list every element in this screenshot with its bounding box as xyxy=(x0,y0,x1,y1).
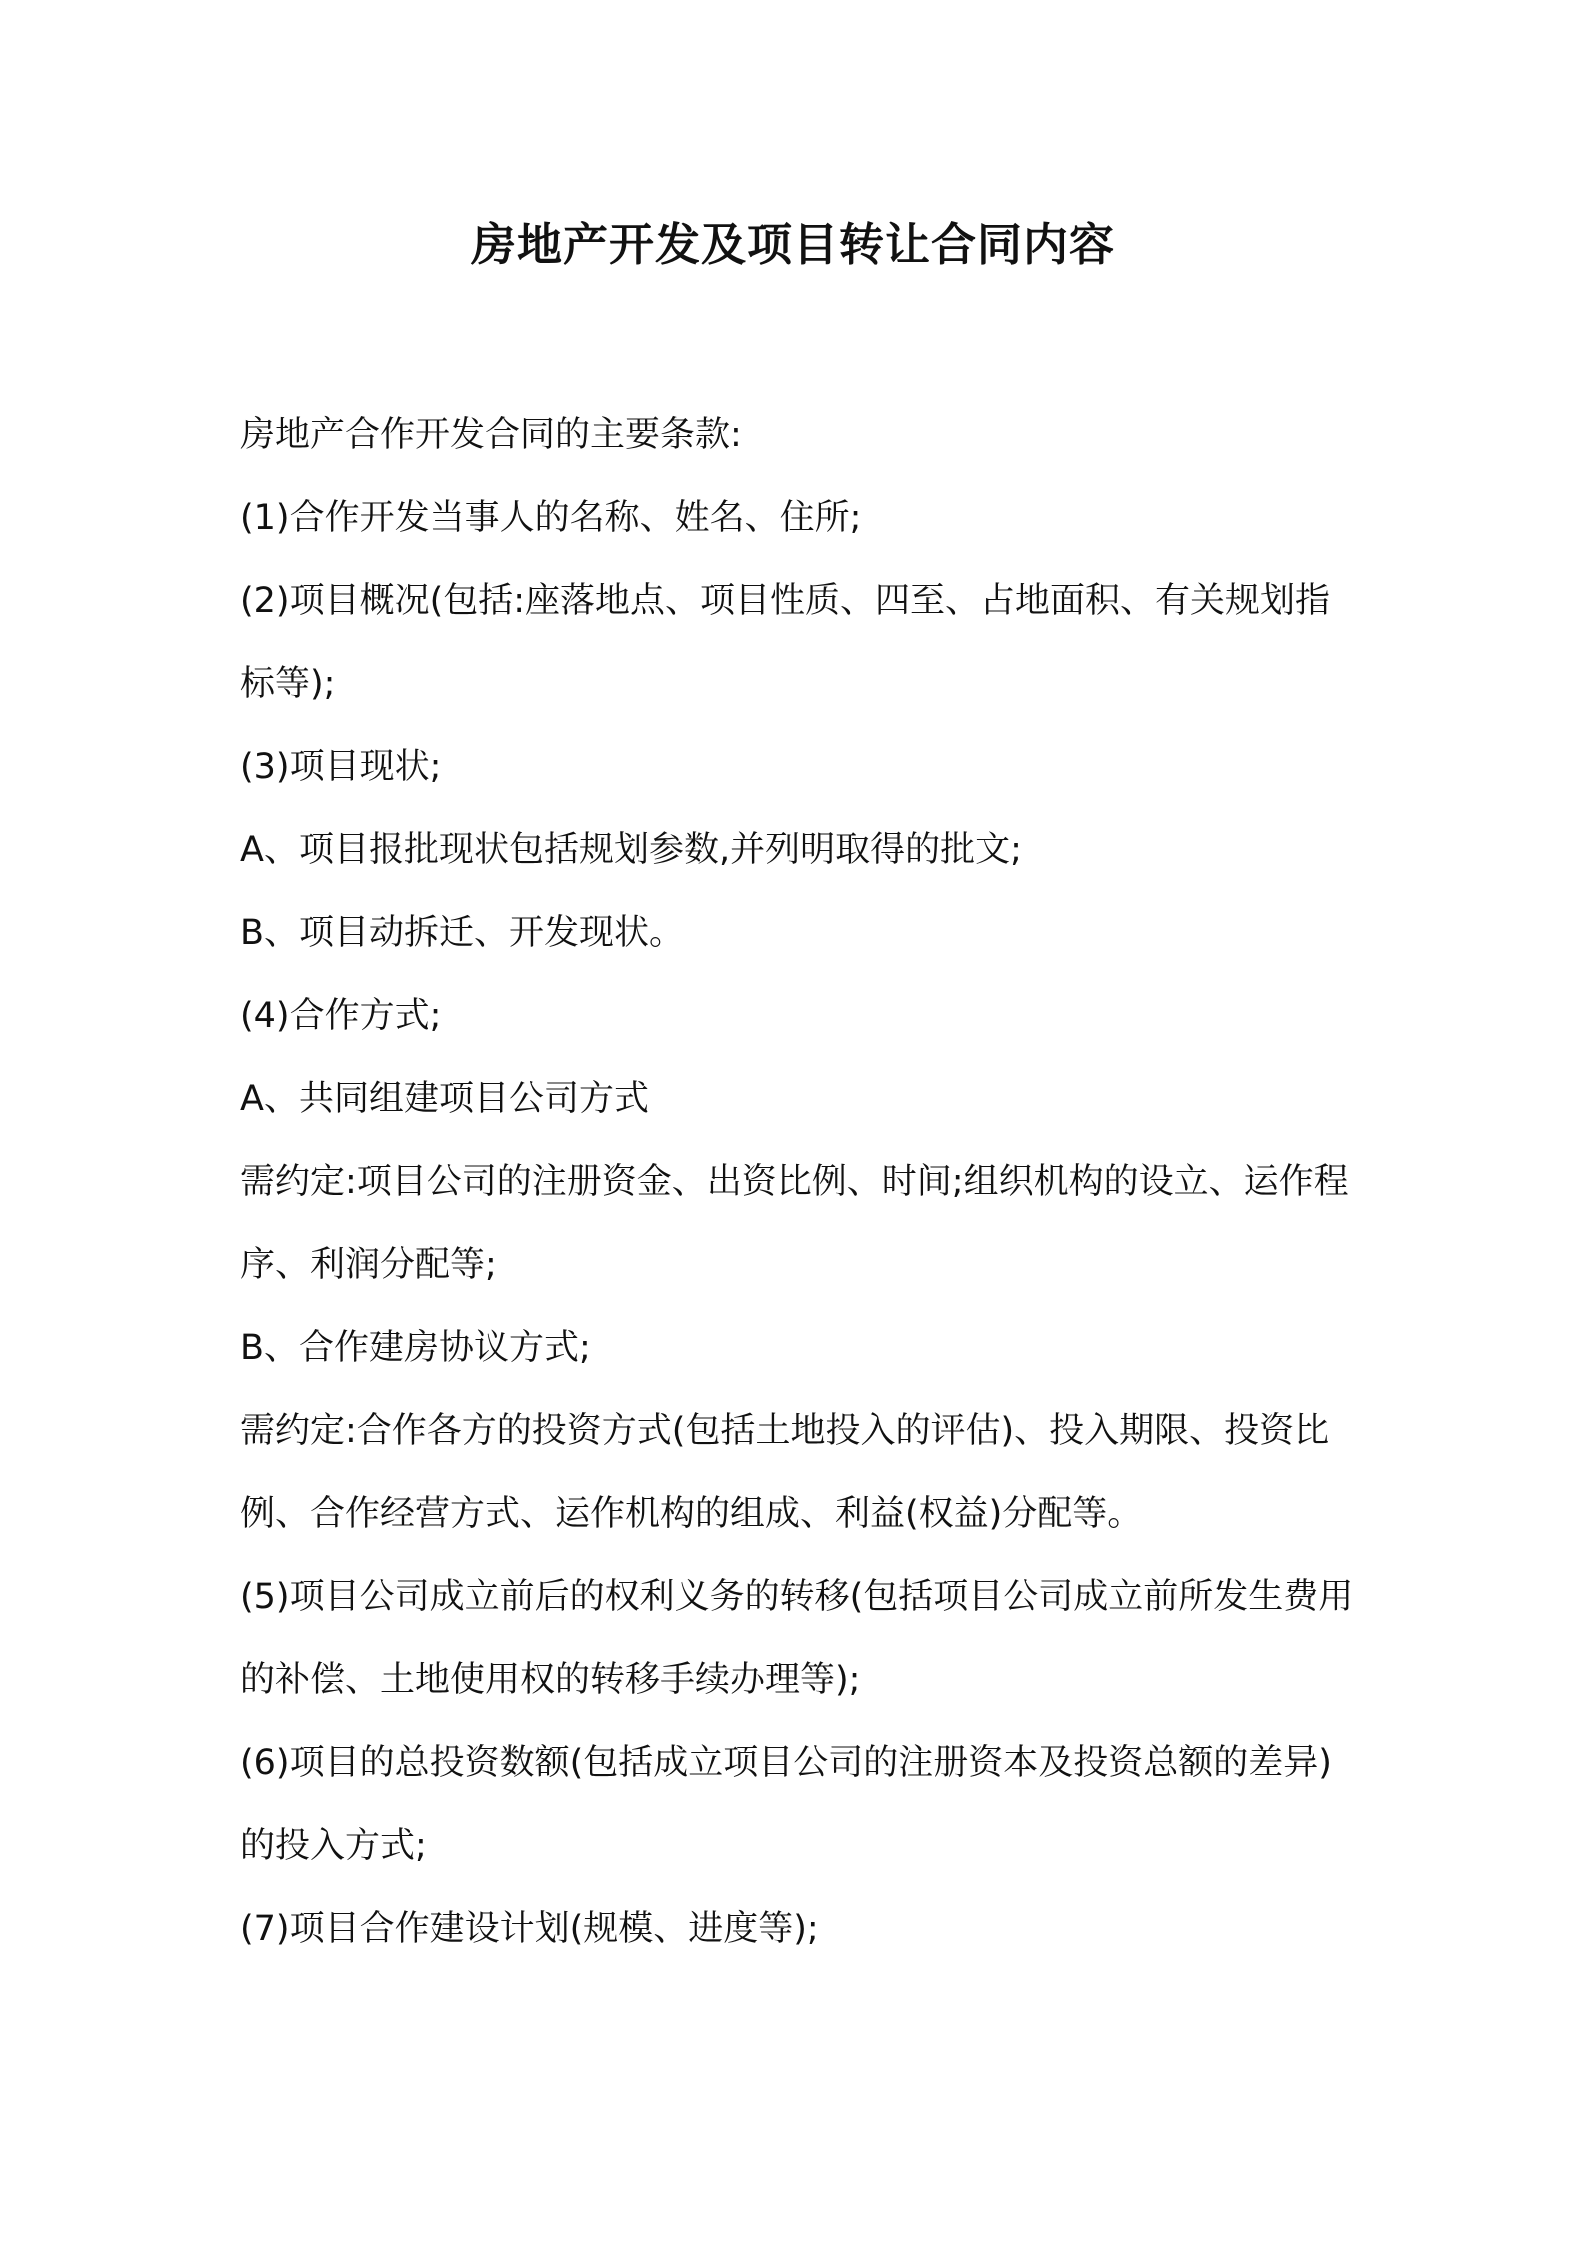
paragraph-clause-2: (2)项目概况(包括:座落地点、项目性质、四至、占地面积、有关规划指标等); xyxy=(240,581,1331,704)
paragraph-clause-4-a: A、共同组建项目公司方式 xyxy=(240,1079,649,1119)
paragraph-clause-3-b: B、项目动拆迁、开发现状。 xyxy=(240,913,685,953)
paragraph-clause-4-a-detail: 需约定:项目公司的注册资金、出资比例、时间;组织机构的设立、运作程序、利润分配等; xyxy=(240,1162,1349,1285)
paragraph-clause-4-b-detail: 需约定:合作各方的投资方式(包括土地投入的评估)、投入期限、投资比例、合作经营方式、运作机构的组成、利益(权益)分配等。 xyxy=(240,1411,1330,1534)
paragraph-clause-3-a: A、项目报批现状包括规划参数,并列明取得的批文; xyxy=(240,830,1022,870)
paragraph-clause-5: (5)项目公司成立前后的权利义务的转移(包括项目公司成立前所发生费用的补偿、土地使用权的转移手续办理等); xyxy=(240,1577,1354,1700)
paragraph-clause-4: (4)合作方式; xyxy=(240,996,442,1036)
paragraph-clause-4-b: B、合作建房协议方式; xyxy=(240,1328,591,1368)
document-title: 房地产开发及项目转让合同内容 xyxy=(470,218,1115,271)
paragraph-intro: 房地产合作开发合同的主要条款: xyxy=(240,415,742,455)
paragraph-clause-7: (7)项目合作建设计划(规模、进度等); xyxy=(240,1909,819,1949)
paragraph-clause-1: (1)合作开发当事人的名称、姓名、住所; xyxy=(240,498,862,538)
document-body xyxy=(240,394,1360,1971)
paragraph-clause-3: (3)项目现状; xyxy=(240,747,442,787)
paragraph-clause-6: (6)项目的总投资数额(包括成立项目公司的注册资本及投资总额的差异)的投入方式; xyxy=(240,1743,1332,1866)
